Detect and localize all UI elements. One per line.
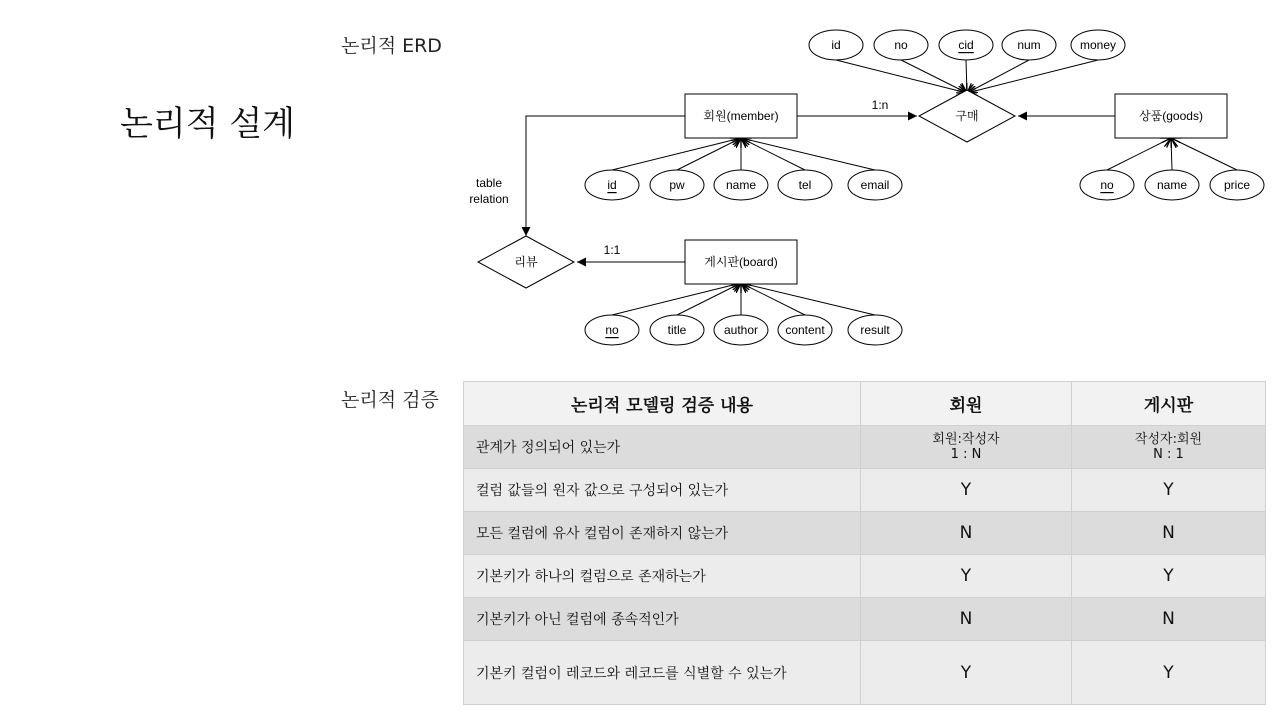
purchase-attr-id-label: id bbox=[831, 38, 841, 52]
member-purchase-cardinality: 1:n bbox=[871, 98, 889, 112]
row-question: 모든 컬럼에 유사 컬럼이 존재하지 않는가 bbox=[464, 512, 861, 555]
row-member-value bbox=[861, 426, 1072, 469]
header-criteria: 논리적 모델링 검증 내용 bbox=[464, 382, 861, 426]
row-question: 관계가 정의되어 있는가 bbox=[464, 426, 861, 469]
board-attr-result-label: result bbox=[860, 323, 890, 337]
erd-label: 논리적 ERD bbox=[341, 35, 442, 57]
row-member-value: Y bbox=[861, 555, 1072, 598]
board-relation-line: 작성자:회원 bbox=[1134, 432, 1203, 447]
row-member-value: N bbox=[861, 598, 1072, 641]
purchase-connector bbox=[836, 60, 967, 93]
table-relation-label-2: relation bbox=[469, 192, 509, 206]
row-board-value: N bbox=[1072, 512, 1266, 555]
purchase-attr-no-label: no bbox=[894, 38, 908, 52]
goods-attr-name-label: name bbox=[1156, 178, 1188, 192]
table-row bbox=[464, 469, 1266, 512]
member-attr-name-label: name bbox=[725, 178, 757, 192]
member-cardinality-line: 1 : N bbox=[950, 447, 982, 462]
table-row bbox=[464, 426, 1266, 469]
row-question: 기본키가 하나의 컬럼으로 존재하는가 bbox=[464, 555, 861, 598]
row-member-value: Y bbox=[861, 641, 1072, 705]
goods-connector bbox=[1171, 138, 1172, 170]
table-row bbox=[464, 512, 1266, 555]
member-attr-email-label: email bbox=[860, 178, 890, 192]
header-member: 회원 bbox=[861, 382, 1072, 426]
member-connector bbox=[612, 138, 741, 170]
member-attr-pw-label: pw bbox=[669, 178, 685, 192]
board-connector bbox=[612, 283, 741, 315]
member-connector bbox=[741, 138, 805, 170]
row-board-value: N bbox=[1072, 598, 1266, 641]
row-board-value bbox=[1072, 426, 1266, 469]
member-attr-tel-label: tel bbox=[798, 178, 812, 192]
goods-connector bbox=[1171, 138, 1237, 170]
goods-connector bbox=[1107, 138, 1171, 170]
purchase-attr-cid-label: cid bbox=[958, 38, 974, 52]
purchase-connector bbox=[967, 60, 1029, 93]
member-connector bbox=[741, 138, 875, 170]
table-header-row bbox=[464, 382, 1266, 426]
review-relation-label: 리뷰 bbox=[514, 255, 538, 269]
board-connector bbox=[741, 283, 875, 315]
slide-title: 논리적 설계 bbox=[120, 104, 296, 144]
row-member-value: Y bbox=[861, 469, 1072, 512]
table-row bbox=[464, 641, 1266, 705]
board-attr-content-label: content bbox=[785, 323, 825, 337]
table-row bbox=[464, 598, 1266, 641]
table-row bbox=[464, 555, 1266, 598]
row-question: 컬럼 값들의 원자 값으로 구성되어 있는가 bbox=[464, 469, 861, 512]
board-entity-label: 게시판(board) bbox=[704, 255, 778, 269]
member-connector bbox=[677, 138, 741, 170]
verification-table bbox=[463, 381, 1266, 705]
row-question: 기본키 컬럼이 레코드와 레코드를 식별할 수 있는가 bbox=[464, 641, 861, 705]
row-member-value: N bbox=[861, 512, 1072, 555]
purchase-connector bbox=[901, 60, 967, 93]
row-board-value: Y bbox=[1072, 469, 1266, 512]
goods-attr-no-label: no bbox=[1100, 178, 1114, 192]
purchase-connector bbox=[966, 60, 967, 93]
board-connector bbox=[741, 283, 805, 315]
purchase-attr-money-label: money bbox=[1079, 38, 1117, 52]
member-attr-id-label: id bbox=[607, 178, 617, 192]
member-entity-label: 회원(member) bbox=[703, 109, 779, 123]
board-attr-no-label: no bbox=[605, 323, 619, 337]
board-attr-author-label: author bbox=[723, 323, 759, 337]
row-question: 기본키가 아닌 컬럼에 종속적인가 bbox=[464, 598, 861, 641]
goods-entity-label: 상품(goods) bbox=[1139, 109, 1203, 123]
table-relation-label-1: table bbox=[475, 176, 503, 190]
board-attr-title-label: title bbox=[667, 323, 687, 337]
board-connector bbox=[677, 283, 741, 315]
row-board-value: Y bbox=[1072, 641, 1266, 705]
purchase-attr-num-label: num bbox=[1017, 38, 1041, 52]
purchase-connector bbox=[967, 60, 1098, 93]
verification-label: 논리적 검증 bbox=[341, 389, 439, 411]
goods-attr-price-label: price bbox=[1223, 178, 1251, 192]
board-cardinality-line: N : 1 bbox=[1153, 447, 1184, 462]
row-board-value: Y bbox=[1072, 555, 1266, 598]
member-relation-line: 회원:작성자 bbox=[932, 432, 1000, 447]
header-board: 게시판 bbox=[1072, 382, 1266, 426]
board-review-cardinality: 1:1 bbox=[603, 243, 621, 257]
purchase-relation-label: 구매 bbox=[955, 109, 979, 123]
